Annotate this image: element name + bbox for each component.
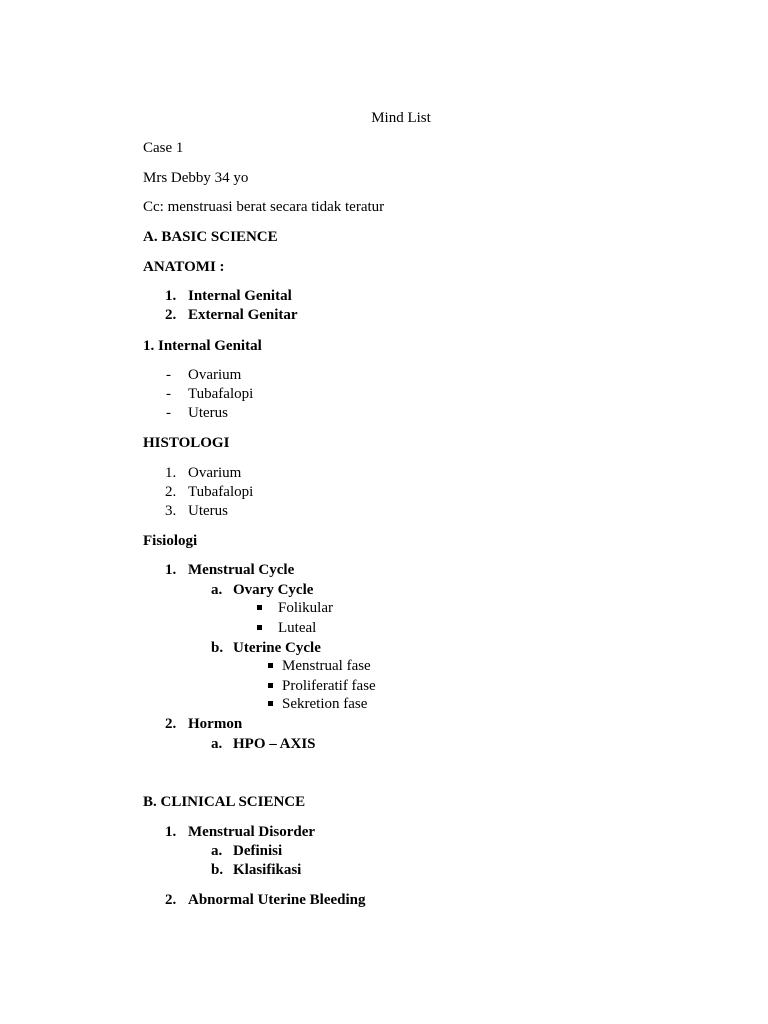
case-label: Case 1: [143, 140, 184, 156]
dash-marker: -: [166, 405, 171, 421]
fisiologi-heading: Fisiologi: [143, 533, 198, 549]
list-marker: 2.: [165, 892, 177, 908]
sublist-item: Definisi: [233, 843, 283, 859]
square-bullet-icon: [268, 683, 273, 688]
histologi-heading: HISTOLOGI: [143, 435, 230, 451]
internal-genital-heading: 1. Internal Genital: [143, 338, 262, 354]
sublist-marker: b.: [211, 640, 224, 656]
patient-info: Mrs Debby 34 yo: [143, 170, 249, 186]
chief-complaint: Cc: menstruasi berat secara tidak teratur: [143, 199, 385, 215]
list-item: Hormon: [188, 716, 243, 732]
square-bullet-icon: [268, 701, 273, 706]
list-item: Internal Genital: [188, 288, 292, 304]
list-marker: 1.: [165, 824, 177, 840]
list-marker: 2.: [165, 716, 177, 732]
square-bullet-icon: [268, 663, 273, 668]
sublist-marker: a.: [211, 736, 223, 752]
bullet-item: Luteal: [278, 620, 317, 636]
sublist-marker: a.: [211, 843, 223, 859]
list-item: Uterus: [188, 503, 228, 519]
sublist-item: HPO – AXIS: [233, 736, 316, 752]
list-item: Menstrual Disorder: [188, 824, 316, 840]
bullet-item: Sekretion fase: [282, 696, 368, 712]
bullet-item: Menstrual fase: [282, 658, 371, 674]
list-marker: 2.: [165, 484, 177, 500]
list-item: Menstrual Cycle: [188, 562, 295, 578]
dash-marker: -: [166, 386, 171, 402]
clinical-science-heading: B. CLINICAL SCIENCE: [143, 794, 306, 810]
list-item: External Genitar: [188, 307, 298, 323]
doc-title: Mind List: [371, 110, 431, 126]
list-marker: 1.: [165, 288, 177, 304]
sublist-item: Klasifikasi: [233, 862, 302, 878]
square-bullet-icon: [257, 625, 262, 630]
bullet-item: Proliferatif fase: [282, 678, 376, 694]
basic-science-heading: A. BASIC SCIENCE: [143, 229, 278, 245]
anatomi-heading: ANATOMI :: [143, 259, 225, 275]
sublist-item: Uterine Cycle: [233, 640, 321, 656]
square-bullet-icon: [257, 605, 262, 610]
list-item: Abnormal Uterine Bleeding: [188, 892, 366, 908]
bullet-item: Folikular: [278, 600, 333, 616]
sublist-marker: a.: [211, 582, 223, 598]
sublist-item: Ovary Cycle: [233, 582, 314, 598]
list-marker: 2.: [165, 307, 177, 323]
list-marker: 3.: [165, 503, 177, 519]
list-item: Uterus: [188, 405, 228, 421]
list-item: Tubafalopi: [188, 386, 254, 402]
list-marker: 1.: [165, 562, 177, 578]
list-marker: 1.: [165, 465, 177, 481]
dash-marker: -: [166, 367, 171, 383]
list-item: Ovarium: [188, 367, 242, 383]
sublist-marker: b.: [211, 862, 224, 878]
list-item: Tubafalopi: [188, 484, 254, 500]
list-item: Ovarium: [188, 465, 242, 481]
